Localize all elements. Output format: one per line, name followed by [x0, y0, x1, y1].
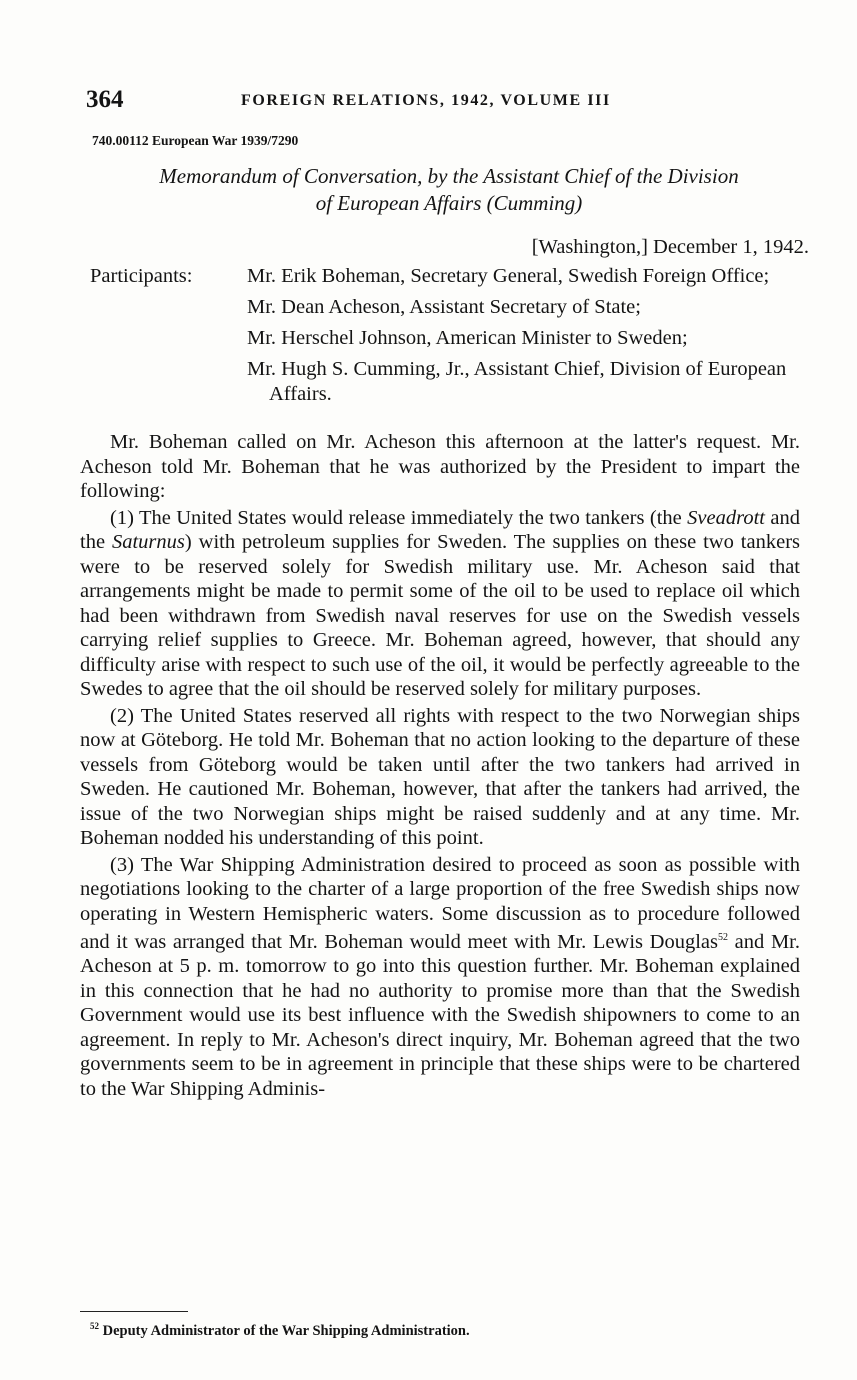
participant-entry: Mr. Erik Boheman, Secretary General, Swedish Foreign Office; [247, 265, 770, 287]
page-header [86, 86, 801, 116]
page-number: 364 [86, 86, 124, 113]
memo-title [86, 163, 812, 217]
dateline: [Washington,] December 1, 1942. [531, 236, 809, 258]
item-3-paragraph [80, 853, 800, 1102]
file-reference: 740.00112 European War 1939/7290 [92, 133, 299, 148]
item-1-paragraph [80, 506, 800, 702]
footnote-divider [80, 1311, 188, 1312]
intro-paragraph: Mr. Boheman called on Mr. Acheson this afternoon at the latter's request. Mr. Acheson told Mr. Boheman that he was authorized by the President to impart the following: [80, 431, 800, 502]
ship-name-saturnus: Saturnus [111, 531, 185, 553]
footnote-text: Deputy Administrator of the War Shipping Administration. [102, 1322, 470, 1339]
memo-title-line-2: of European Affairs (Cumming) [315, 191, 583, 215]
participants-list [247, 264, 807, 413]
footnote-number: 52 [90, 1321, 99, 1331]
item-1-text-b: and the [80, 506, 800, 553]
item-1-text-a: (1) The United States would release immediately the two tankers (the [110, 506, 688, 529]
item-3-text-a: (3) The War Shipping Administration desired to proceed as soon as possible with negotiations looking to the charter of a large proportion of the free Swedish ships now operating in Western Hemispheric waters. Some discussion as to procedure followed and it was arranged that Mr. Boheman would meet with Mr. Lewis Douglas [80, 853, 800, 953]
running-head: FOREIGN RELATIONS, 1942, VOLUME III [241, 92, 611, 109]
footnote [90, 1321, 470, 1340]
item-3-text-b: and Mr. Acheson at 5 p. m. tomorrow to go into this question further. Mr. Boheman explained in this connection that he had no authority to promise more than that the Swedish Government would use its best influence with the Swedish shipowners to come to an agreement. In reply to Mr. Acheson's direct inquiry, Mr. Boheman agreed that the two governments seem to be in agreement in principle that these ships were to be chartered to the War Shipping Adminis- [80, 930, 800, 1100]
memo-body [80, 430, 800, 1103]
ship-name-sveadrott: Sveadrott [687, 506, 765, 529]
item-2-paragraph: (2) The United States reserved all rights with respect to the two Norwegian ships now at Göteborg. He told Mr. Boheman that no action looking to the departure of these vessels from Göteborg would be taken until after the two tankers had arrived in Sweden. He cautioned Mr. Boheman, however, that after the tankers had arrived, the issue of the two Norwegian ships might be raised suddenly and at any time. Mr. Boheman nodded his understanding of this point. [80, 704, 800, 849]
item-1-text-c: ) with petroleum supplies for Sweden. The supplies on these two tankers were to be reserved solely for Swedish military use. Mr. Acheson said that arrangements might be made to permit some of the oil to be used to replace oil which had been withdrawn from Swedish naval reserves for use on the Swedish vessels carrying relief supplies to Greece. Mr. Boheman agreed, however, that should any difficulty arise with respect to such use of the oil, it would be perfectly agreeable to the Swedes to agree that the oil should be reserved solely for military purposes. [80, 531, 800, 700]
memo-title-line-1: Memorandum of Conversation, by the Assistant Chief of the Division [159, 164, 739, 188]
footnote-reference: 52 [718, 932, 728, 943]
participant-entry: Mr. Herschel Johnson, American Minister to Sweden; [247, 327, 688, 349]
participants-label: Participants: [90, 265, 193, 287]
participant-entry: Mr. Dean Acheson, Assistant Secretary of State; [247, 296, 641, 318]
participant-entry: Mr. Hugh S. Cumming, Jr., Assistant Chief, Division of European Affairs. [247, 358, 787, 405]
